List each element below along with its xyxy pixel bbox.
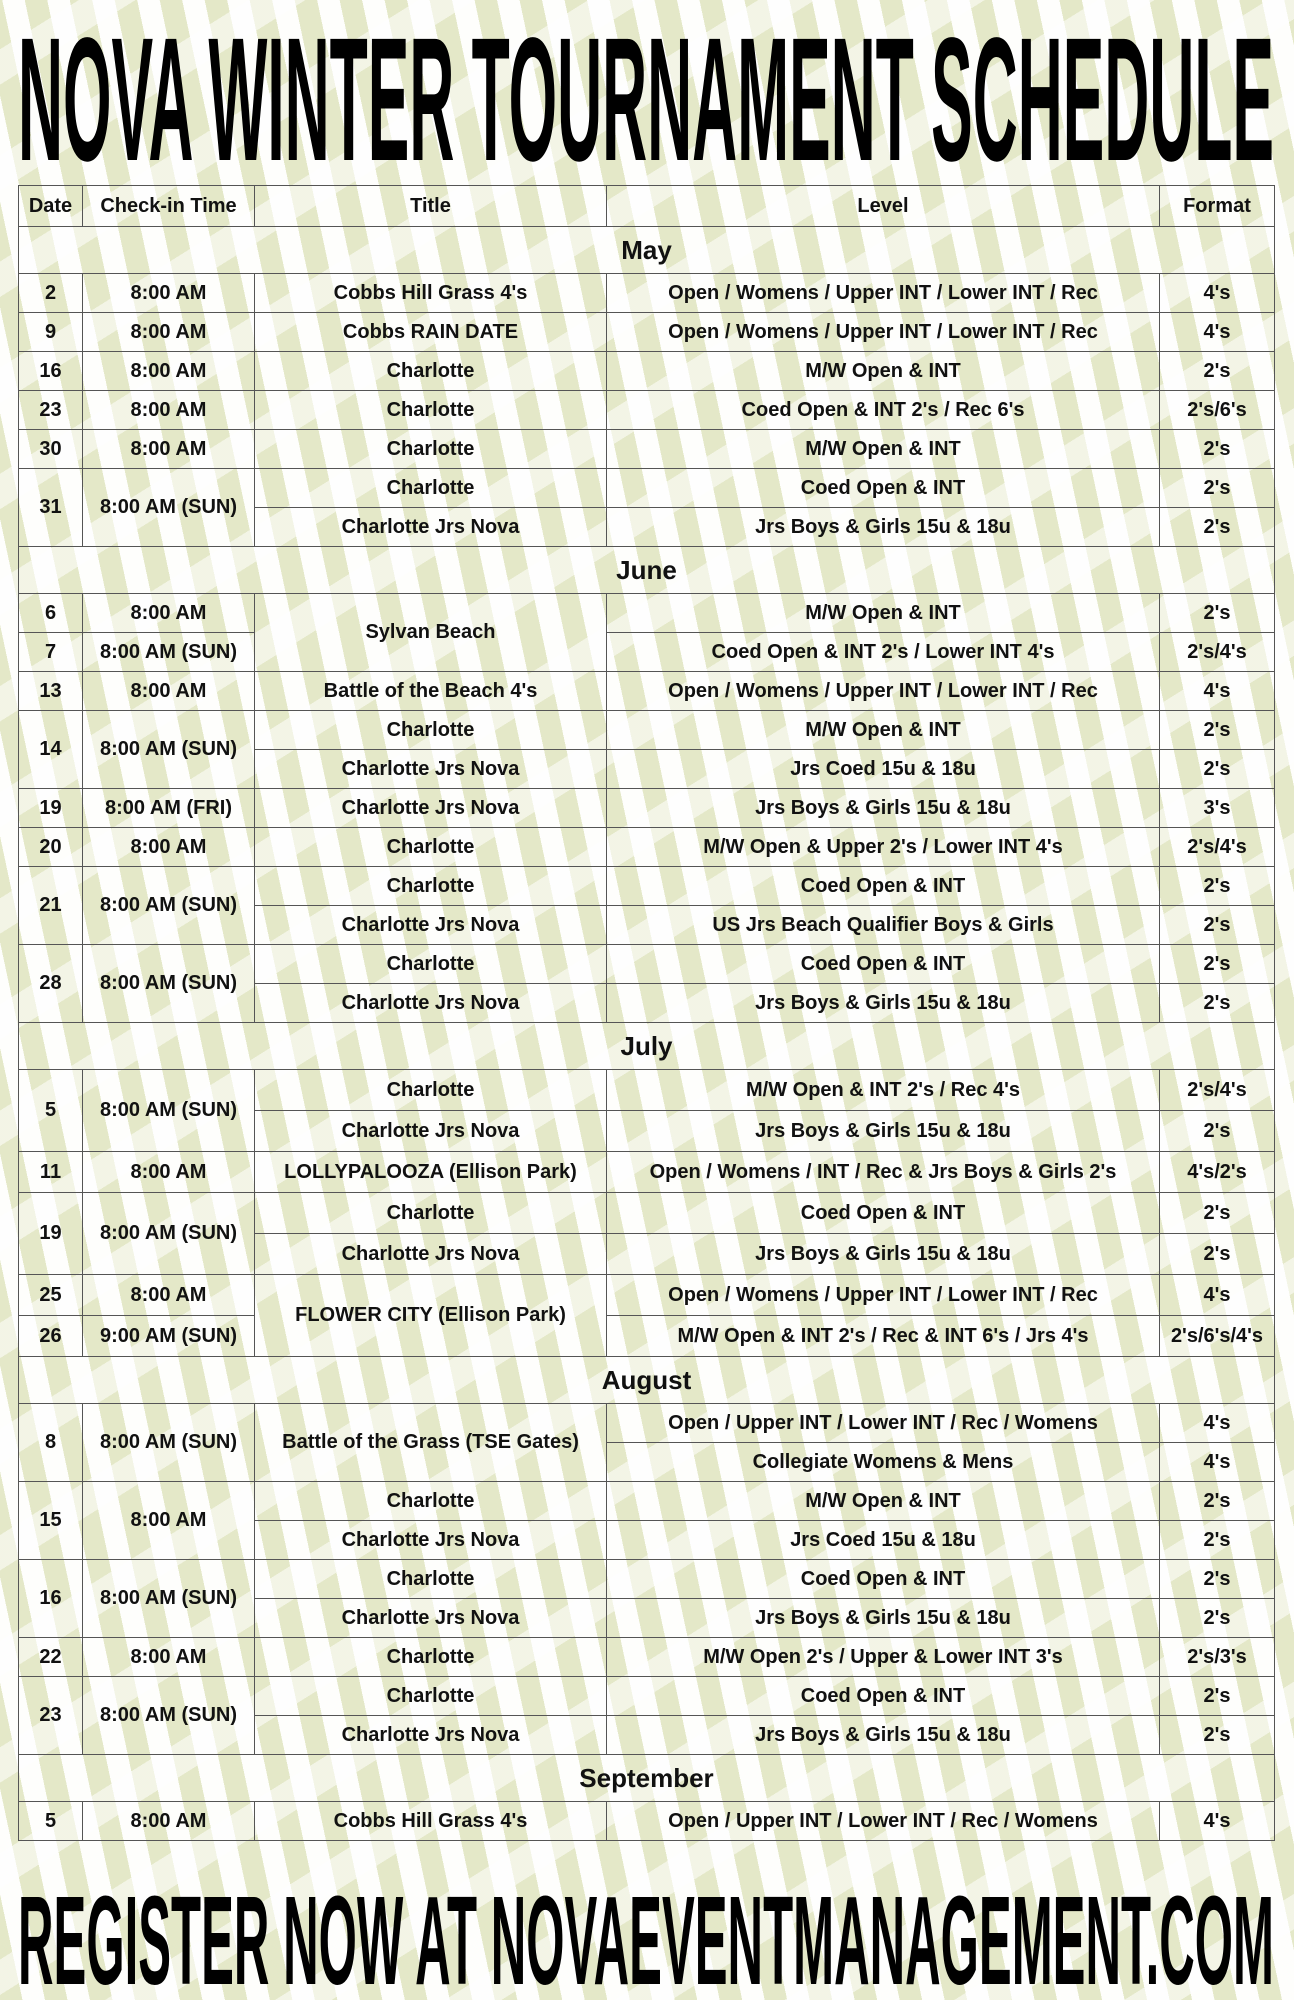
table-row: [19, 867, 1275, 906]
cell-date: 5: [19, 1070, 83, 1152]
table-row: [19, 1802, 1275, 1841]
cell-format: 4's: [1160, 1802, 1275, 1841]
cell-check-in-time: 8:00 AM (SUN): [83, 1404, 255, 1482]
cell-level: Coed Open & INT: [607, 867, 1160, 906]
cell-date: 6: [19, 594, 83, 633]
cell-check-in-time: 8:00 AM: [83, 828, 255, 867]
cell-check-in-time: 8:00 AM: [83, 594, 255, 633]
cell-title: Charlotte Jrs Nova: [255, 1234, 607, 1275]
cell-format: 4's/2's: [1160, 1152, 1275, 1193]
header-row: [19, 186, 1275, 227]
cell-check-in-time: 8:00 AM (SUN): [83, 633, 255, 672]
cell-check-in-time: 8:00 AM (SUN): [83, 711, 255, 789]
cell-format: 3's: [1160, 789, 1275, 828]
cell-title: Sylvan Beach: [255, 594, 607, 672]
cell-title: Charlotte Jrs Nova: [255, 906, 607, 945]
cell-title: Cobbs Hill Grass 4's: [255, 274, 607, 313]
table-row: [19, 469, 1275, 508]
month-row: [19, 547, 1275, 594]
cell-check-in-time: 8:00 AM: [83, 1638, 255, 1677]
cell-title: Charlotte Jrs Nova: [255, 1521, 607, 1560]
cell-title: Cobbs Hill Grass 4's: [255, 1802, 607, 1841]
cell-date: 13: [19, 672, 83, 711]
cell-format: 2's: [1160, 1482, 1275, 1521]
cell-date: 2: [19, 274, 83, 313]
table-row: [19, 1560, 1275, 1599]
cell-level: Open / Womens / Upper INT / Lower INT / Rec: [607, 672, 1160, 711]
cell-date: 15: [19, 1482, 83, 1560]
cell-date: 5: [19, 1802, 83, 1841]
cell-level: M/W Open & Upper 2's / Lower INT 4's: [607, 828, 1160, 867]
cell-level: Open / Womens / INT / Rec & Jrs Boys & Girls 2's: [607, 1152, 1160, 1193]
table-row: [19, 1193, 1275, 1234]
cell-level: Open / Womens / Upper INT / Lower INT / Rec: [607, 1275, 1160, 1316]
cell-title: Charlotte: [255, 430, 607, 469]
cell-level: Collegiate Womens & Mens: [607, 1443, 1160, 1482]
cell-level: Jrs Boys & Girls 15u & 18u: [607, 1111, 1160, 1152]
cell-format: 2's: [1160, 1234, 1275, 1275]
cell-check-in-time: 8:00 AM (SUN): [83, 1560, 255, 1638]
cell-date: 21: [19, 867, 83, 945]
cell-format: 2's: [1160, 1193, 1275, 1234]
cell-check-in-time: 8:00 AM: [83, 1275, 255, 1316]
cell-format: 2's/4's: [1160, 633, 1275, 672]
table-row: [19, 1482, 1275, 1521]
cell-title: Charlotte: [255, 352, 607, 391]
cell-date: 7: [19, 633, 83, 672]
cell-title: Charlotte Jrs Nova: [255, 508, 607, 547]
cell-format: 4's: [1160, 274, 1275, 313]
cell-check-in-time: 8:00 AM (SUN): [83, 1193, 255, 1275]
cell-check-in-time: 8:00 AM: [83, 313, 255, 352]
table-row: [19, 594, 1275, 633]
cell-level: Jrs Boys & Girls 15u & 18u: [607, 508, 1160, 547]
cell-format: 2's: [1160, 430, 1275, 469]
cell-level: Open / Upper INT / Lower INT / Rec / Womens: [607, 1802, 1160, 1841]
cell-format: 2's: [1160, 352, 1275, 391]
cell-date: 20: [19, 828, 83, 867]
column-header-title: Title: [255, 186, 607, 227]
cell-title: Charlotte: [255, 945, 607, 984]
cell-level: M/W Open 2's / Upper & Lower INT 3's: [607, 1638, 1160, 1677]
table-row: [19, 1404, 1275, 1443]
cell-format: 2's: [1160, 711, 1275, 750]
column-header-level: Level: [607, 186, 1160, 227]
table-row: [19, 789, 1275, 828]
cell-level: M/W Open & INT 2's / Rec & INT 6's / Jrs 4's: [607, 1316, 1160, 1357]
cell-format: 2's: [1160, 906, 1275, 945]
cell-check-in-time: 8:00 AM: [83, 274, 255, 313]
cell-check-in-time: 8:00 AM (SUN): [83, 469, 255, 547]
column-header-check-in-time: Check-in Time: [83, 186, 255, 227]
cell-level: M/W Open & INT: [607, 430, 1160, 469]
cell-title: Charlotte: [255, 711, 607, 750]
cell-level: US Jrs Beach Qualifier Boys & Girls: [607, 906, 1160, 945]
cell-format: 2's: [1160, 1111, 1275, 1152]
cell-title: Cobbs RAIN DATE: [255, 313, 607, 352]
cell-date: 25: [19, 1275, 83, 1316]
table-row: [19, 1316, 1275, 1357]
cell-level: M/W Open & INT 2's / Rec 4's: [607, 1070, 1160, 1111]
cell-title: Charlotte: [255, 1560, 607, 1599]
cell-check-in-time: 8:00 AM: [83, 1482, 255, 1560]
cell-title: Charlotte: [255, 867, 607, 906]
cell-level: Open / Womens / Upper INT / Lower INT / Rec: [607, 274, 1160, 313]
cell-title: Battle of the Beach 4's: [255, 672, 607, 711]
table-row: [19, 430, 1275, 469]
cell-check-in-time: 8:00 AM (SUN): [83, 1677, 255, 1755]
cell-date: 28: [19, 945, 83, 1023]
table-row: [19, 313, 1275, 352]
cell-level: Coed Open & INT: [607, 1560, 1160, 1599]
cell-format: 2's/4's: [1160, 1070, 1275, 1111]
table-row: [19, 274, 1275, 313]
title-text: NOVA WINTER TOURNAMENT SCHEDULE: [18, 22, 1274, 168]
cell-level: M/W Open & INT: [607, 352, 1160, 391]
cell-title: Charlotte: [255, 828, 607, 867]
cell-title: Charlotte: [255, 1482, 607, 1521]
cell-level: Jrs Boys & Girls 15u & 18u: [607, 1716, 1160, 1755]
cell-date: 22: [19, 1638, 83, 1677]
cell-level: M/W Open & INT: [607, 711, 1160, 750]
month-heading: September: [19, 1755, 1275, 1802]
cell-date: 23: [19, 1677, 83, 1755]
cell-date: 23: [19, 391, 83, 430]
cell-title: Charlotte Jrs Nova: [255, 789, 607, 828]
schedule-table: [18, 185, 1275, 1841]
cell-date: 9: [19, 313, 83, 352]
cell-title: Charlotte: [255, 1638, 607, 1677]
cell-check-in-time: 8:00 AM: [83, 430, 255, 469]
cell-title: Charlotte: [255, 1070, 607, 1111]
cell-title: LOLLYPALOOZA (Ellison Park): [255, 1152, 607, 1193]
table-row: [19, 352, 1275, 391]
cell-level: M/W Open & INT: [607, 594, 1160, 633]
month-row: [19, 1755, 1275, 1802]
cell-format: 2's: [1160, 1599, 1275, 1638]
table-row: [19, 945, 1275, 984]
cell-format: 2's: [1160, 508, 1275, 547]
cell-format: 2's/6's: [1160, 391, 1275, 430]
month-heading: August: [19, 1357, 1275, 1404]
cell-level: Open / Upper INT / Lower INT / Rec / Womens: [607, 1404, 1160, 1443]
cell-format: 2's: [1160, 594, 1275, 633]
cell-check-in-time: 8:00 AM: [83, 1152, 255, 1193]
register-text: REGISTER NOW AT NOVAEVENTMANAGEMENT.COM: [18, 1886, 1274, 1990]
cell-level: Open / Womens / Upper INT / Lower INT / Rec: [607, 313, 1160, 352]
cell-format: 4's: [1160, 313, 1275, 352]
cell-level: Coed Open & INT: [607, 1677, 1160, 1716]
cell-format: 2's/6's/4's: [1160, 1316, 1275, 1357]
table-row: [19, 672, 1275, 711]
month-heading: May: [19, 227, 1275, 274]
cell-title: Charlotte: [255, 1677, 607, 1716]
cell-title: FLOWER CITY (Ellison Park): [255, 1275, 607, 1357]
cell-level: Jrs Boys & Girls 15u & 18u: [607, 789, 1160, 828]
cell-date: 19: [19, 789, 83, 828]
cell-format: 2's: [1160, 867, 1275, 906]
cell-format: 2's: [1160, 750, 1275, 789]
cell-title: Battle of the Grass (TSE Gates): [255, 1404, 607, 1482]
cell-format: 2's: [1160, 1560, 1275, 1599]
cell-format: 4's: [1160, 1443, 1275, 1482]
cell-format: 2's: [1160, 1521, 1275, 1560]
page-title: [18, 22, 1274, 168]
cell-date: 16: [19, 352, 83, 391]
cell-format: 2's: [1160, 984, 1275, 1023]
cell-date: 19: [19, 1193, 83, 1275]
cell-check-in-time: 8:00 AM (SUN): [83, 1070, 255, 1152]
table-row: [19, 391, 1275, 430]
cell-check-in-time: 9:00 AM (SUN): [83, 1316, 255, 1357]
month-row: [19, 227, 1275, 274]
cell-format: 4's: [1160, 1404, 1275, 1443]
cell-level: Coed Open & INT 2's / Rec 6's: [607, 391, 1160, 430]
cell-date: 11: [19, 1152, 83, 1193]
cell-title: Charlotte: [255, 391, 607, 430]
cell-check-in-time: 8:00 AM: [83, 1802, 255, 1841]
cell-check-in-time: 8:00 AM: [83, 672, 255, 711]
cell-level: M/W Open & INT: [607, 1482, 1160, 1521]
cell-title: Charlotte: [255, 1193, 607, 1234]
table-row: [19, 711, 1275, 750]
cell-check-in-time: 8:00 AM (FRI): [83, 789, 255, 828]
table-row: [19, 1275, 1275, 1316]
table-row: [19, 1677, 1275, 1716]
table-row: [19, 1070, 1275, 1111]
cell-date: 8: [19, 1404, 83, 1482]
table-row: [19, 633, 1275, 672]
table-row: [19, 1638, 1275, 1677]
column-header-format: Format: [1160, 186, 1275, 227]
cell-check-in-time: 8:00 AM: [83, 391, 255, 430]
month-row: [19, 1357, 1275, 1404]
cell-date: 30: [19, 430, 83, 469]
cell-title: Charlotte Jrs Nova: [255, 750, 607, 789]
cell-title: Charlotte Jrs Nova: [255, 1716, 607, 1755]
cell-date: 16: [19, 1560, 83, 1638]
table-row: [19, 828, 1275, 867]
cell-title: Charlotte Jrs Nova: [255, 984, 607, 1023]
cell-level: Coed Open & INT: [607, 469, 1160, 508]
month-row: [19, 1023, 1275, 1070]
cell-date: 31: [19, 469, 83, 547]
cell-level: Jrs Boys & Girls 15u & 18u: [607, 1599, 1160, 1638]
cell-format: 2's: [1160, 469, 1275, 508]
cell-level: Jrs Boys & Girls 15u & 18u: [607, 1234, 1160, 1275]
cell-format: 2's/4's: [1160, 828, 1275, 867]
cell-check-in-time: 8:00 AM (SUN): [83, 945, 255, 1023]
cell-format: 2's: [1160, 1716, 1275, 1755]
cell-format: 2's/3's: [1160, 1638, 1275, 1677]
cell-date: 14: [19, 711, 83, 789]
cell-level: Coed Open & INT 2's / Lower INT 4's: [607, 633, 1160, 672]
cell-title: Charlotte Jrs Nova: [255, 1599, 607, 1638]
cell-date: 26: [19, 1316, 83, 1357]
cell-check-in-time: 8:00 AM (SUN): [83, 867, 255, 945]
cell-level: Jrs Boys & Girls 15u & 18u: [607, 984, 1160, 1023]
cell-level: Coed Open & INT: [607, 945, 1160, 984]
cell-level: Jrs Coed 15u & 18u: [607, 1521, 1160, 1560]
register-banner: [18, 1886, 1274, 1990]
table-row: [19, 1152, 1275, 1193]
cell-format: 4's: [1160, 1275, 1275, 1316]
cell-format: 2's: [1160, 1677, 1275, 1716]
month-heading: June: [19, 547, 1275, 594]
cell-format: 4's: [1160, 672, 1275, 711]
cell-level: Coed Open & INT: [607, 1193, 1160, 1234]
column-header-date: Date: [19, 186, 83, 227]
month-heading: July: [19, 1023, 1275, 1070]
cell-format: 2's: [1160, 945, 1275, 984]
cell-title: Charlotte: [255, 469, 607, 508]
cell-level: Jrs Coed 15u & 18u: [607, 750, 1160, 789]
cell-title: Charlotte Jrs Nova: [255, 1111, 607, 1152]
cell-check-in-time: 8:00 AM: [83, 352, 255, 391]
